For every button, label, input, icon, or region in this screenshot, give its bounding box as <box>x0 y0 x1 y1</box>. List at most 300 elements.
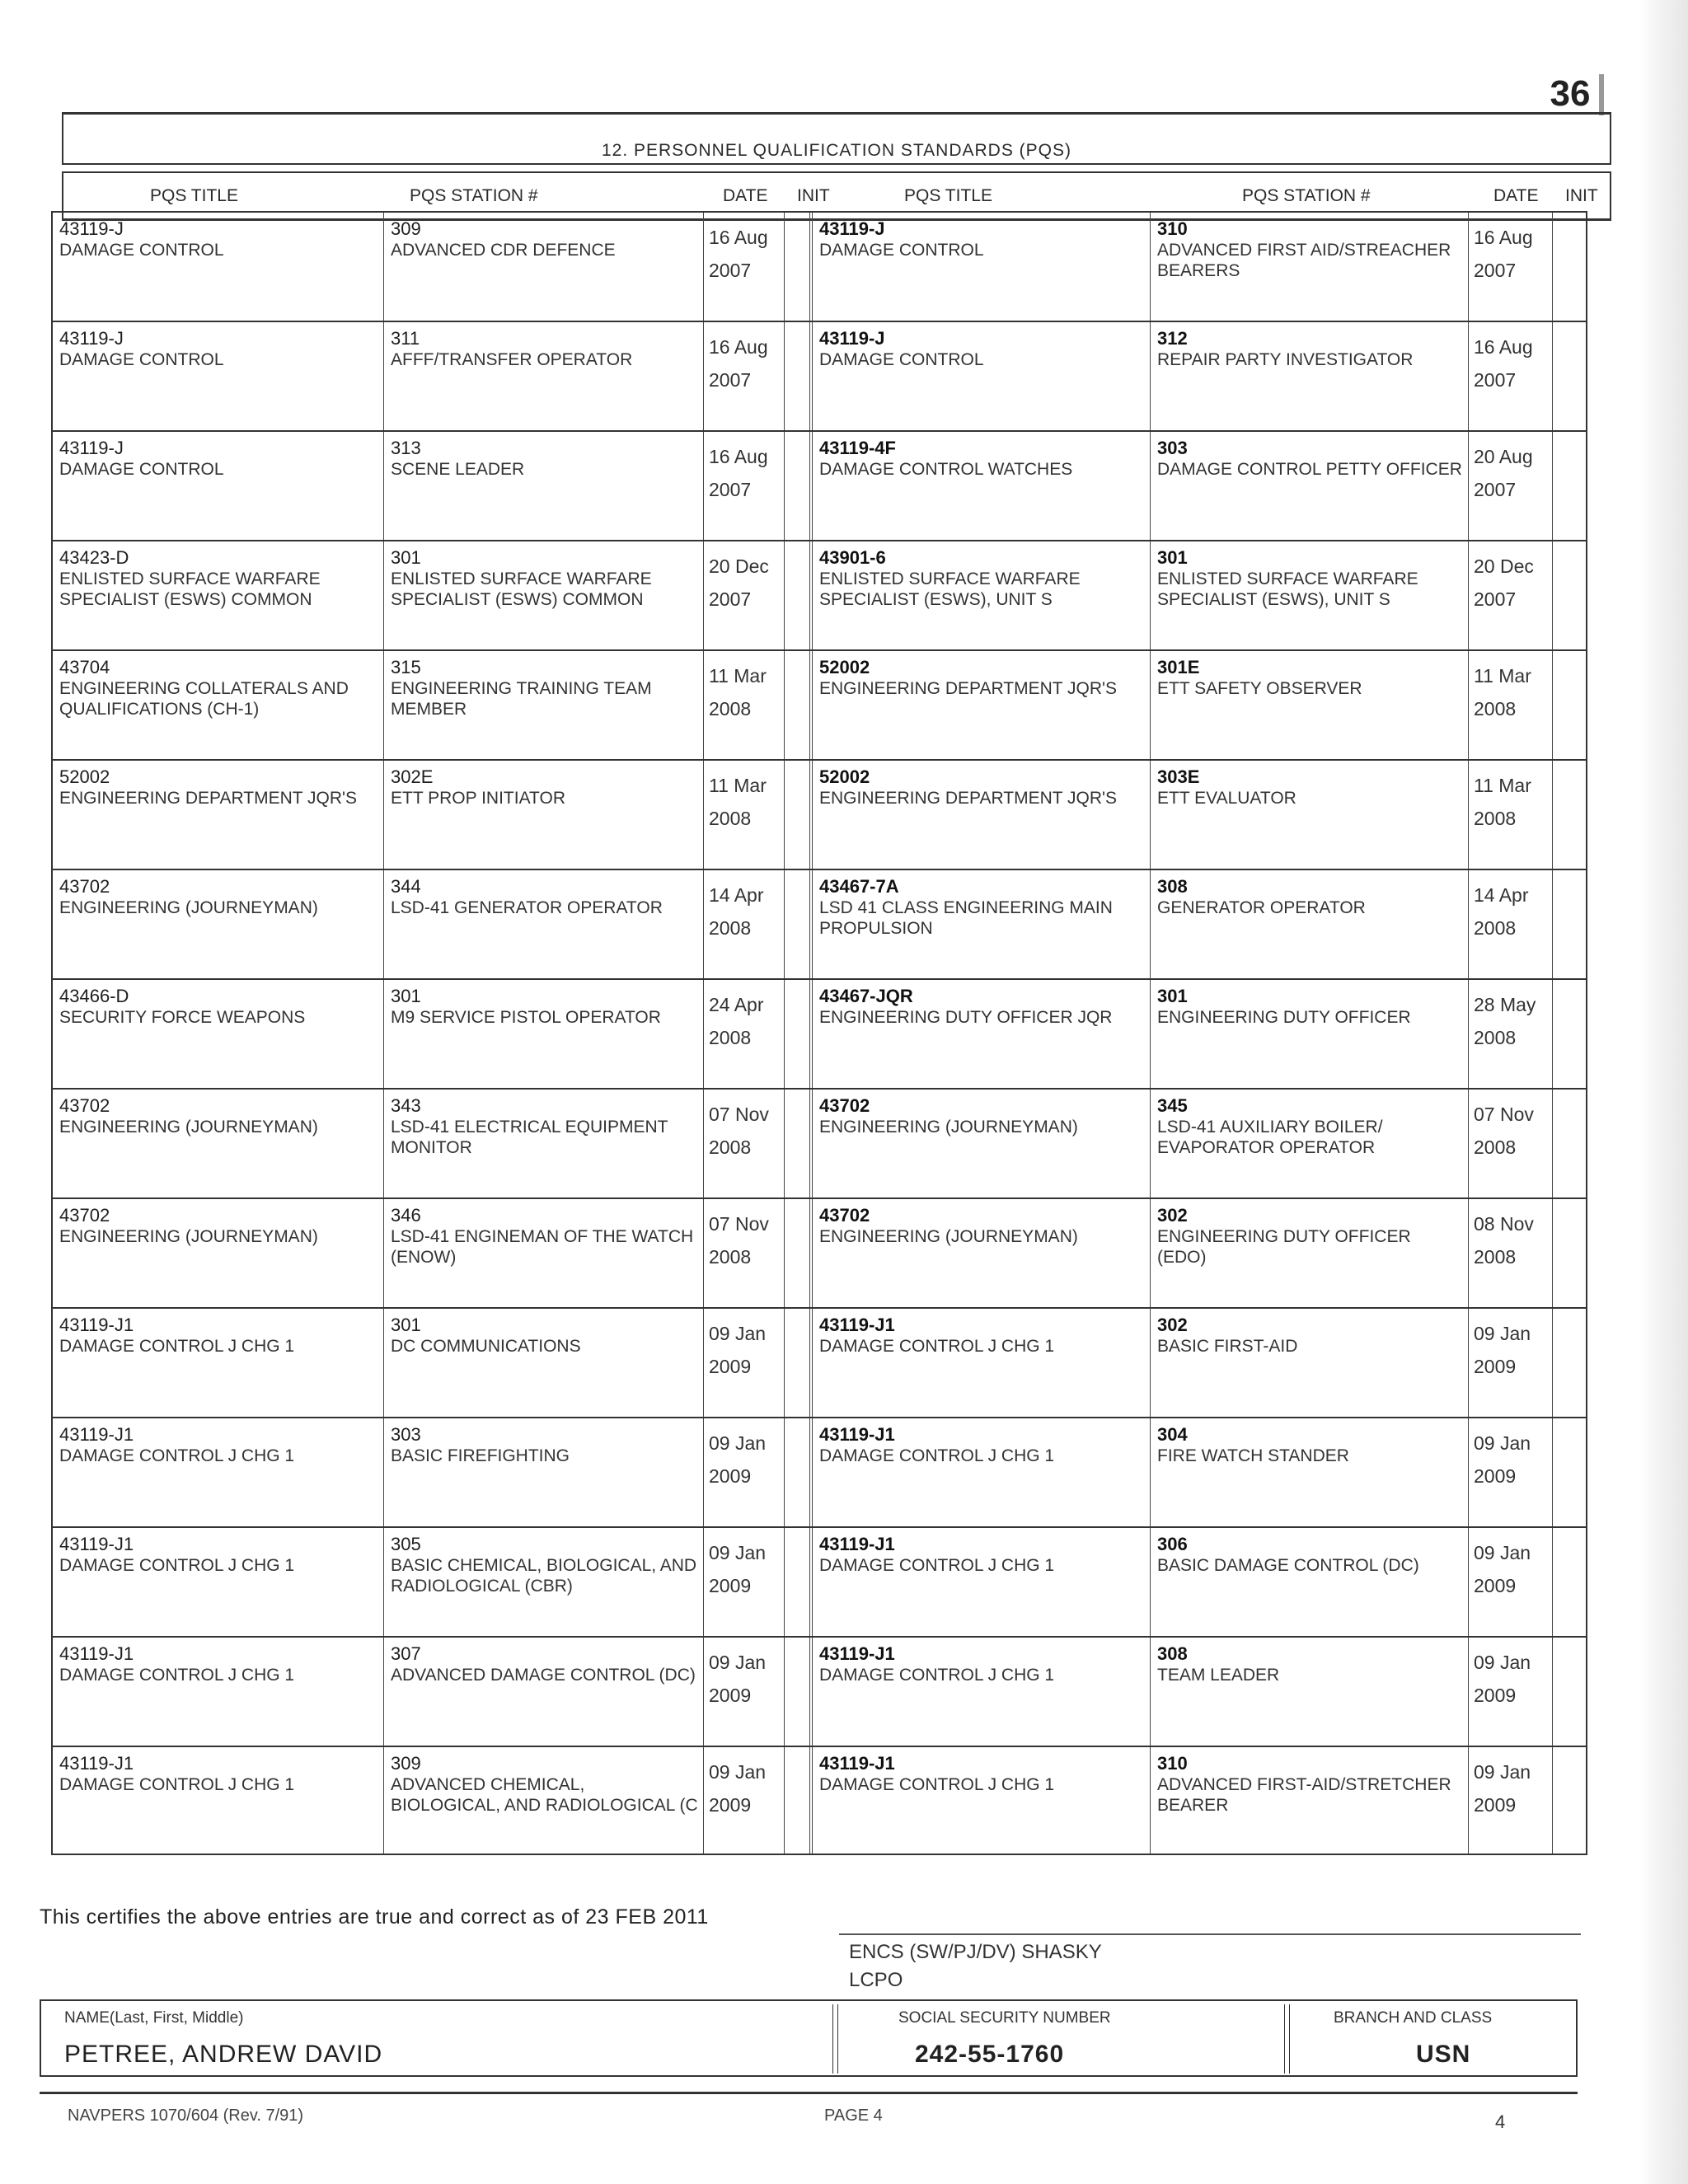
date-cell-right <box>1469 1090 1553 1197</box>
station-title: ADVANCED FIRST AID/STREACHER BEARERS <box>1157 241 1451 280</box>
date-day-month: 07 Nov <box>709 1104 769 1125</box>
pqs-title-cell-right <box>813 213 1151 321</box>
date-year: 2007 <box>1474 479 1517 500</box>
pqs-title-cell-right <box>813 980 1151 1088</box>
station-number: 301 <box>391 986 421 1006</box>
pqs-station-cell-right <box>1151 1747 1469 1854</box>
pqs-station-cell-left <box>384 1528 704 1636</box>
pqs-title-cell-left <box>53 541 384 649</box>
station-number: 301 <box>391 547 421 568</box>
init-cell-right <box>1553 870 1586 978</box>
station-title: LSD-41 ENGINEMAN OF THE WATCH (ENOW) <box>391 1227 694 1267</box>
pqs-code: 43119-J <box>59 328 124 349</box>
pqs-station-cell-left <box>384 541 704 649</box>
date-year: 2009 <box>1474 1794 1517 1816</box>
stamp-tick <box>1599 74 1604 115</box>
station-number: 301E <box>1157 657 1200 677</box>
pqs-title: DAMAGE CONTROL J CHG 1 <box>59 1337 295 1356</box>
station-number: 308 <box>1157 876 1188 897</box>
pqs-title: DAMAGE CONTROL J CHG 1 <box>59 1556 295 1575</box>
station-title: TEAM LEADER <box>1157 1666 1280 1685</box>
station-title: ADVANCED FIRST-AID/STRETCHER BEARER <box>1157 1775 1451 1815</box>
date-cell-right <box>1469 1199 1553 1307</box>
pqs-station-cell-right <box>1151 541 1469 649</box>
station-number: 343 <box>391 1095 421 1116</box>
station-number: 315 <box>391 657 421 677</box>
pqs-code: 43119-J1 <box>59 1534 134 1554</box>
date-year: 2007 <box>1474 588 1517 610</box>
date-day-month: 16 Aug <box>1474 227 1533 248</box>
pqs-title-cell-right <box>813 1199 1151 1307</box>
init-cell-left <box>785 322 813 430</box>
table-row <box>51 430 1587 540</box>
ssn-label: SOCIAL SECURITY NUMBER <box>898 2009 1111 2027</box>
table-row <box>51 1636 1587 1746</box>
date-day-month: 08 Nov <box>1474 1213 1534 1235</box>
station-title: ETT EVALUATOR <box>1157 789 1296 808</box>
pqs-title: DAMAGE CONTROL J CHG 1 <box>59 1666 295 1685</box>
station-number: 312 <box>1157 328 1188 349</box>
date-cell-left <box>704 870 785 978</box>
station-number: 344 <box>391 876 421 897</box>
pqs-title-cell-right <box>813 432 1151 540</box>
identity-box <box>40 1999 1578 2077</box>
init-cell-left <box>785 1309 813 1417</box>
date-cell-right <box>1469 980 1553 1088</box>
date-year: 2008 <box>1474 698 1517 719</box>
pqs-title-cell-right <box>813 1090 1151 1197</box>
date-cell-right <box>1469 870 1553 978</box>
pqs-title: DAMAGE CONTROL J CHG 1 <box>819 1337 1055 1356</box>
station-title: GENERATOR OPERATOR <box>1157 898 1366 917</box>
branch-section <box>1292 2001 1573 2075</box>
table-row <box>51 321 1587 430</box>
pqs-station-cell-right <box>1151 651 1469 759</box>
pqs-code: 43466-D <box>59 986 129 1006</box>
pqs-station-cell-left <box>384 213 704 321</box>
pqs-code: 43119-J1 <box>819 1753 895 1774</box>
table-row <box>51 1307 1587 1417</box>
pqs-station-cell-right <box>1151 980 1469 1088</box>
date-day-month: 11 Mar <box>709 665 767 687</box>
pqs-code: 43119-J1 <box>819 1315 895 1335</box>
table-row <box>51 759 1587 869</box>
pqs-title-cell-right <box>813 1309 1151 1417</box>
date-year: 2007 <box>709 588 752 610</box>
date-year: 2007 <box>709 260 752 281</box>
table-row <box>51 978 1587 1088</box>
pqs-title: DAMAGE CONTROL J CHG 1 <box>819 1446 1055 1465</box>
init-cell-right <box>1553 1309 1586 1417</box>
date-cell-left <box>704 651 785 759</box>
pqs-code: 43467-7A <box>819 876 899 897</box>
pqs-code: 43119-J <box>59 218 124 239</box>
date-day-month: 24 Apr <box>709 994 764 1015</box>
station-title: REPAIR PARTY INVESTIGATOR <box>1157 350 1414 369</box>
station-number: 346 <box>391 1205 421 1226</box>
pqs-title: ENGINEERING (JOURNEYMAN) <box>59 898 318 917</box>
header-init-left: INIT <box>797 186 830 205</box>
pqs-station-cell-left <box>384 761 704 869</box>
station-title: LSD-41 AUXILIARY BOILER/ EVAPORATOR OPERATOR <box>1157 1118 1383 1157</box>
pqs-title-cell-right <box>813 541 1151 649</box>
date-day-month: 11 Mar <box>1474 775 1531 796</box>
ssn-section <box>841 2001 1319 2075</box>
init-cell-left <box>785 213 813 321</box>
pqs-title: DAMAGE CONTROL <box>819 241 984 260</box>
date-cell-left <box>704 761 785 869</box>
pqs-code: 43119-J <box>819 328 885 349</box>
pqs-code: 43119-J <box>819 218 885 239</box>
pqs-code: 43702 <box>819 1095 870 1116</box>
date-cell-left <box>704 541 785 649</box>
date-day-month: 20 Dec <box>709 555 769 577</box>
date-day-month: 07 Nov <box>709 1213 769 1235</box>
station-number: 301 <box>1157 547 1188 568</box>
pqs-title: ENGINEERING (JOURNEYMAN) <box>59 1227 318 1246</box>
date-day-month: 16 Aug <box>1474 336 1533 358</box>
pqs-code: 43702 <box>819 1205 870 1226</box>
init-cell-right <box>1553 541 1586 649</box>
pqs-title-cell-left <box>53 1747 384 1854</box>
station-title: ENLISTED SURFACE WARFARE SPECIALIST (ESWS), UNIT S <box>1157 569 1418 609</box>
pqs-code: 52002 <box>59 766 110 787</box>
pqs-station-cell-right <box>1151 1528 1469 1636</box>
pqs-title: ENLISTED SURFACE WARFARE SPECIALIST (ESWS), UNIT S <box>819 569 1081 609</box>
init-cell-right <box>1553 651 1586 759</box>
station-title: SCENE LEADER <box>391 460 525 479</box>
date-day-month: 09 Jan <box>1474 1761 1531 1783</box>
pqs-title: DAMAGE CONTROL WATCHES <box>819 460 1073 479</box>
station-number: 303E <box>1157 766 1200 787</box>
section-title: 12. PERSONNEL QUALIFICATION STANDARDS (PQS) <box>62 112 1611 165</box>
pqs-code: 43702 <box>59 1095 110 1116</box>
pqs-title-cell-left <box>53 980 384 1088</box>
pqs-title: DAMAGE CONTROL J CHG 1 <box>819 1666 1055 1685</box>
pqs-title: LSD 41 CLASS ENGINEERING MAIN PROPULSION <box>819 898 1113 938</box>
name-label: NAME(Last, First, Middle) <box>64 2009 244 2027</box>
branch-label: BRANCH AND CLASS <box>1334 2009 1493 2027</box>
date-year: 2009 <box>709 1794 752 1816</box>
pqs-code: 52002 <box>819 657 870 677</box>
pqs-title-cell-right <box>813 1638 1151 1746</box>
date-day-month: 28 May <box>1474 994 1536 1015</box>
table-row <box>51 1088 1587 1197</box>
pqs-code: 43467-JQR <box>819 986 913 1006</box>
pqs-title: DAMAGE CONTROL J CHG 1 <box>819 1775 1055 1794</box>
pqs-title: DAMAGE CONTROL J CHG 1 <box>59 1446 295 1465</box>
pqs-code: 43119-J1 <box>59 1643 134 1664</box>
date-cell-right <box>1469 213 1553 321</box>
date-day-month: 11 Mar <box>709 775 767 796</box>
date-year: 2009 <box>709 1356 752 1377</box>
init-cell-right <box>1553 980 1586 1088</box>
pqs-station-cell-right <box>1151 322 1469 430</box>
table-row <box>51 1526 1587 1636</box>
name-value: PETREE, ANDREW DAVID <box>64 2041 383 2068</box>
pqs-title: ENLISTED SURFACE WARFARE SPECIALIST (ESWS) COMMON <box>59 569 321 609</box>
pqs-title-cell-left <box>53 1199 384 1307</box>
table-row <box>51 540 1587 649</box>
pqs-title: DAMAGE CONTROL <box>59 350 224 369</box>
station-number: 302E <box>391 766 434 787</box>
header-pqs-title-left: PQS TITLE <box>150 186 238 205</box>
station-title: BASIC CHEMICAL, BIOLOGICAL, AND RADIOLOGICAL (CBR) <box>391 1556 697 1596</box>
station-number: 310 <box>1157 218 1188 239</box>
date-day-month: 16 Aug <box>709 227 768 248</box>
pqs-station-cell-right <box>1151 1090 1469 1197</box>
pqs-title-cell-right <box>813 1418 1151 1526</box>
pqs-code: 43119-J1 <box>59 1424 134 1445</box>
init-cell-right <box>1553 1199 1586 1307</box>
table-row <box>51 1417 1587 1526</box>
date-day-month: 09 Jan <box>709 1323 767 1344</box>
station-title: BASIC FIREFIGHTING <box>391 1446 570 1465</box>
date-year: 2008 <box>709 1137 752 1158</box>
pqs-code: 52002 <box>819 766 870 787</box>
station-number: 311 <box>391 328 420 349</box>
station-number: 305 <box>391 1534 421 1554</box>
init-cell-left <box>785 1747 813 1854</box>
station-title: ENLISTED SURFACE WARFARE SPECIALIST (ESWS) COMMON <box>391 569 652 609</box>
page-stamp-text: 36 <box>1550 73 1591 114</box>
station-title: ETT SAFETY OBSERVER <box>1157 679 1362 698</box>
date-cell-left <box>704 213 785 321</box>
date-cell-left <box>704 980 785 1088</box>
date-year: 2008 <box>709 1246 752 1268</box>
date-cell-right <box>1469 1528 1553 1636</box>
station-number: 301 <box>391 1315 421 1335</box>
pqs-title: ENGINEERING DEPARTMENT JQR'S <box>59 789 358 808</box>
date-year: 2008 <box>1474 1246 1517 1268</box>
init-cell-right <box>1553 1418 1586 1526</box>
init-cell-right <box>1553 1638 1586 1746</box>
date-year: 2009 <box>1474 1685 1517 1706</box>
page-label: PAGE 4 <box>824 2107 883 2125</box>
init-cell-left <box>785 651 813 759</box>
pqs-title: ENGINEERING COLLATERALS AND QUALIFICATIONS (CH-1) <box>59 679 349 719</box>
date-year: 2007 <box>709 479 752 500</box>
pqs-code: 43119-J1 <box>59 1315 134 1335</box>
date-day-month: 09 Jan <box>1474 1432 1531 1454</box>
date-year: 2007 <box>709 369 752 391</box>
pqs-title: DAMAGE CONTROL J CHG 1 <box>819 1556 1055 1575</box>
pqs-title: DAMAGE CONTROL <box>819 350 984 369</box>
station-number: 303 <box>391 1424 421 1445</box>
pqs-station-cell-left <box>384 1747 704 1854</box>
station-title: LSD-41 ELECTRICAL EQUIPMENT MONITOR <box>391 1118 668 1157</box>
pqs-title-cell-left <box>53 1418 384 1526</box>
init-cell-left <box>785 1528 813 1636</box>
init-cell-left <box>785 1638 813 1746</box>
certification-text: This certifies the above entries are true and correct as of 23 FEB 2011 <box>40 1905 709 1929</box>
table-row <box>51 869 1587 978</box>
table-row <box>51 649 1587 759</box>
pqs-title: DAMAGE CONTROL <box>59 241 224 260</box>
date-year: 2008 <box>1474 917 1517 939</box>
pqs-title: DAMAGE CONTROL J CHG 1 <box>59 1775 295 1794</box>
pqs-code: 43119-J1 <box>59 1753 134 1774</box>
pqs-code: 43119-J <box>59 438 124 458</box>
date-year: 2009 <box>1474 1465 1517 1487</box>
pqs-title-cell-left <box>53 651 384 759</box>
pqs-title-cell-left <box>53 1638 384 1746</box>
station-title: DAMAGE CONTROL PETTY OFFICER <box>1157 460 1462 479</box>
pqs-station-cell-left <box>384 1199 704 1307</box>
pqs-title-cell-right <box>813 1747 1151 1854</box>
pqs-station-cell-right <box>1151 1418 1469 1526</box>
date-day-month: 09 Jan <box>709 1432 767 1454</box>
station-number: 303 <box>1157 438 1188 458</box>
date-day-month: 16 Aug <box>709 336 768 358</box>
header-date-right: DATE <box>1493 186 1539 205</box>
table-row <box>51 1197 1587 1307</box>
header-pqs-station-left: PQS STATION # <box>410 186 538 205</box>
identity-divider-1 <box>832 2004 838 2074</box>
station-title: AFFF/TRANSFER OPERATOR <box>391 350 633 369</box>
date-cell-left <box>704 1309 785 1417</box>
pqs-title-cell-left <box>53 322 384 430</box>
date-day-month: 09 Jan <box>1474 1542 1531 1563</box>
date-cell-left <box>704 1747 785 1854</box>
pqs-station-cell-left <box>384 1638 704 1746</box>
station-number: 310 <box>1157 1753 1188 1774</box>
init-cell-right <box>1553 1090 1586 1197</box>
pqs-title-cell-left <box>53 1309 384 1417</box>
pqs-title-cell-left <box>53 1528 384 1636</box>
ssn-value: 242-55-1760 <box>915 2041 1065 2068</box>
date-day-month: 14 Apr <box>1474 884 1529 906</box>
date-cell-right <box>1469 541 1553 649</box>
station-title: ETT PROP INITIATOR <box>391 789 565 808</box>
pqs-station-cell-left <box>384 980 704 1088</box>
station-number: 302 <box>1157 1205 1188 1226</box>
pqs-station-cell-left <box>384 651 704 759</box>
station-title: DC COMMUNICATIONS <box>391 1337 581 1356</box>
date-cell-right <box>1469 1418 1553 1526</box>
pqs-station-cell-right <box>1151 1309 1469 1417</box>
date-cell-right <box>1469 322 1553 430</box>
date-year: 2008 <box>709 698 752 719</box>
date-year: 2008 <box>1474 1137 1517 1158</box>
pqs-code: 43119-J1 <box>819 1424 895 1445</box>
pqs-title-cell-right <box>813 322 1151 430</box>
station-title: ENGINEERING DUTY OFFICER (EDO) <box>1157 1227 1411 1267</box>
date-year: 2009 <box>709 1685 752 1706</box>
bottom-rule <box>40 2092 1578 2094</box>
date-day-month: 11 Mar <box>1474 665 1531 687</box>
pqs-code: 43423-D <box>59 547 129 568</box>
pqs-title: SECURITY FORCE WEAPONS <box>59 1008 306 1027</box>
station-number: 301 <box>1157 986 1188 1006</box>
identity-divider-2 <box>1284 2004 1290 2074</box>
name-section <box>41 2001 832 2075</box>
date-cell-left <box>704 322 785 430</box>
signer-block <box>849 1938 1102 1994</box>
date-year: 2007 <box>1474 369 1517 391</box>
table-row <box>51 211 1587 321</box>
date-cell-right <box>1469 1747 1553 1854</box>
station-number: 302 <box>1157 1315 1188 1335</box>
pqs-station-cell-right <box>1151 761 1469 869</box>
date-year: 2008 <box>709 808 752 829</box>
pqs-code: 43119-J1 <box>819 1643 895 1664</box>
station-number: 307 <box>391 1643 421 1664</box>
date-day-month: 09 Jan <box>1474 1323 1531 1344</box>
signature-line <box>839 1933 1581 1935</box>
init-cell-left <box>785 1199 813 1307</box>
pqs-station-cell-right <box>1151 1199 1469 1307</box>
init-cell-right <box>1553 322 1586 430</box>
pqs-title-cell-left <box>53 213 384 321</box>
pqs-station-cell-right <box>1151 870 1469 978</box>
station-title: M9 SERVICE PISTOL OPERATOR <box>391 1008 661 1027</box>
date-day-month: 14 Apr <box>709 884 764 906</box>
station-title: ADVANCED DAMAGE CONTROL (DC) <box>391 1666 696 1685</box>
station-title: ENGINEERING TRAINING TEAM MEMBER <box>391 679 652 719</box>
pqs-title: ENGINEERING (JOURNEYMAN) <box>819 1118 1078 1137</box>
date-day-month: 20 Dec <box>1474 555 1534 577</box>
pqs-title: ENGINEERING DEPARTMENT JQR'S <box>819 789 1118 808</box>
init-cell-left <box>785 761 813 869</box>
init-cell-left <box>785 432 813 540</box>
init-cell-right <box>1553 432 1586 540</box>
scan-edge <box>1639 0 1688 2184</box>
date-year: 2009 <box>1474 1575 1517 1596</box>
pqs-title-cell-left <box>53 1090 384 1197</box>
pqs-title: ENGINEERING DUTY OFFICER JQR <box>819 1008 1113 1027</box>
station-title: ENGINEERING DUTY OFFICER <box>1157 1008 1411 1027</box>
date-day-month: 07 Nov <box>1474 1104 1534 1125</box>
pqs-station-cell-right <box>1151 213 1469 321</box>
date-day-month: 16 Aug <box>709 446 768 467</box>
date-year: 2009 <box>1474 1356 1517 1377</box>
station-title: BASIC DAMAGE CONTROL (DC) <box>1157 1556 1419 1575</box>
station-number: 306 <box>1157 1534 1188 1554</box>
date-cell-right <box>1469 432 1553 540</box>
pqs-title-cell-left <box>53 432 384 540</box>
pqs-title: DAMAGE CONTROL <box>59 460 224 479</box>
pqs-title-cell-right <box>813 761 1151 869</box>
pqs-code: 43702 <box>59 876 110 897</box>
pqs-station-cell-left <box>384 1418 704 1526</box>
station-number: 345 <box>1157 1095 1188 1116</box>
pqs-station-cell-left <box>384 1090 704 1197</box>
pqs-code: 43702 <box>59 1205 110 1226</box>
pqs-table <box>51 211 1584 1855</box>
form-number: NAVPERS 1070/604 (Rev. 7/91) <box>68 2107 304 2125</box>
date-day-month: 09 Jan <box>1474 1652 1531 1673</box>
pqs-code: 43119-J1 <box>819 1534 895 1554</box>
init-cell-right <box>1553 213 1586 321</box>
date-year: 2008 <box>709 1027 752 1048</box>
date-year: 2009 <box>709 1575 752 1596</box>
pqs-title-cell-right <box>813 1528 1151 1636</box>
branch-value: USN <box>1416 2041 1471 2068</box>
pqs-title-cell-left <box>53 870 384 978</box>
station-number: 308 <box>1157 1643 1188 1664</box>
pqs-station-cell-left <box>384 1309 704 1417</box>
date-year: 2008 <box>1474 1027 1517 1048</box>
date-day-month: 09 Jan <box>709 1652 767 1673</box>
pqs-station-cell-left <box>384 322 704 430</box>
corner-number: 4 <box>1495 2111 1506 2132</box>
pqs-station-cell-right <box>1151 432 1469 540</box>
init-cell-left <box>785 980 813 1088</box>
pqs-title-cell-right <box>813 870 1151 978</box>
table-row <box>51 1746 1587 1855</box>
init-cell-left <box>785 541 813 649</box>
